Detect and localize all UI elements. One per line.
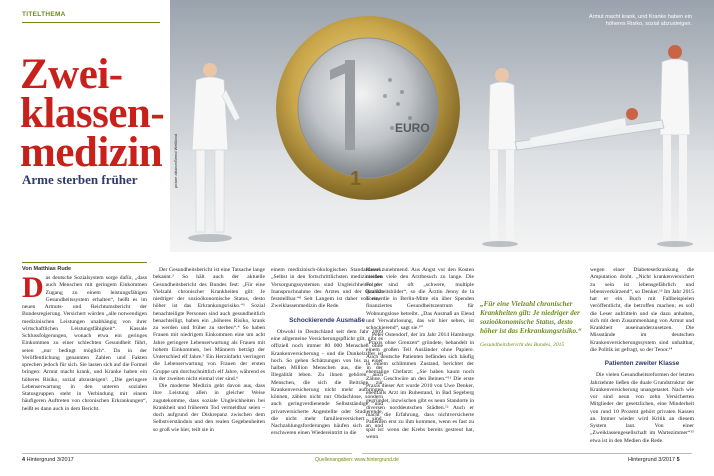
footer-right xyxy=(628,457,680,463)
column-2-paragraph-2: Die moderne Medizin geht davon aus, dass ihre Leistung allen in gleicher Weise zugutekomme, dass soziale Ungleichheiten bei Krankheit und früherem Tod vermeidbar seien – doch aufgrund der Diskrepanz zwischen dem Selbstverständnis und den realen Gegebenheiten so groß wie hier, teilt sie in xyxy=(153,383,265,433)
column-1-text: as deutsche Sozialsystem sorge dafür, „dass auch Menschen mit geringem Einkommen Zugang zu einem leistungsfähigen Gesundheitssystem erhalten“, heißt es im neuen Armuts- und Reichtumsbericht der Bundesregierung. Versichert würden „alle notwendigen medizinischen Leistungen unabhängig von ihrer wirtschaftlichen Leistungsfähigkeit“. Kassale Schlussfolgerungen, wonach etwa ein geringes Einkommen zu einer schlechten Gesundheit führt, seien „nur bedingt möglich“. Da in der Veröffentlichung genannten Zahlen und Fakten sprechen jedoch für sich. Sie lassen sich auf die Formel bringen: Armut macht krank, und Kranke haben ein höheres Risiko, sozial abzusteigen¹. „Die geringere Lebenserwartung in den unteren sozialen Statusgruppen steht in Verbindung mit einem häufigeren Auftreten von chronischen Erkrankungen“, heißt es dann auch in dem Bericht. xyxy=(22,275,147,412)
photo-credit: picture alliance/Bernd Weißbrod xyxy=(174,134,178,188)
footer-rule-left xyxy=(22,453,352,454)
column-4-paragraph-1: Kasse zunehmend. Aus Angst vor den Kosten meiden viele den Arztbesuch zu lange. Die Folge sind oft „schwere, multiple Krankheitsbilder“, so die Ärztin Jenny de la Torre, die in Berlin-Mitte ein über Spenden finanziertes Gesundheitszentrum für Wohnungslose betreibt. „Das Ausmaß an Elend und Verwahrlosung, das wir hier sehen, ist schockierend“, sagt sie.¹⁰ xyxy=(366,267,474,331)
headline-line-2: klassen- xyxy=(20,90,165,137)
pull-quote-source: Gesundheitsbericht des Bundes, 2015 xyxy=(480,342,565,348)
coin-euro-text: EURO xyxy=(395,121,430,135)
footer-rule-right xyxy=(362,453,692,454)
section-rubric: TITELTHEMA xyxy=(22,11,66,18)
footer-right-label: Hintergrund 3/2017 xyxy=(628,457,676,463)
photo-illustration xyxy=(170,0,714,252)
footer-left xyxy=(22,457,74,463)
hero-photo xyxy=(170,0,714,252)
footer-sources: Quellenangaben: www.hintergrund.de xyxy=(315,457,399,463)
page-number-right: 5 xyxy=(676,457,680,463)
column-6-paragraph-2: Die vielen Gesundheitsreformen der letzten Jahrzehnte ließen die duale Grundstruktur der Krankenversicherung unangetastet. Nach wie vor sind neun von zehn Versicherten Mitglieder der gesetzlichen, eine Minderheit von rund 10 Prozent gehört privaten Kassen an. Immer wieder wird Kritik an diesem System laut. Von einer „Zweiklassengesellschaft im Wartezimmer“¹⁵ etwa ist in den Medien die Rede. xyxy=(590,372,694,444)
column-4-paragraph-2: Peter Ostendorf, der im Jahr 2014 Hamburgs „Praxis ohne Grenzen“ gründete, behandelt in einem großen Teil Ausländer ohne Papiere. Auch deutsche Patienten befänden sich häufig in einem schlimmen Zustand, berichtet der ehemalige Chefarzt: „Sie haben kaum noch Zähne, Geschwüre an den Beinen.“¹¹ Die erste Praxis dieser Art wurde 2010 von Uwe Denker, ebenfalls Arzt im Ruhestand, in Bad Segeberg gegründet, inzwischen gibt es neun Standorte in diversen norddeutschen Städten.¹² Auch er macht die Erfahrung, dass nichtversicherte Patienten erst zu ihm kommen, wenn es fast zu spät ist: wenn der Krebs bereits gestreut hat, wenn xyxy=(366,332,474,440)
subhead-schockierende: Schockierende Ausmaße xyxy=(289,316,365,324)
headline-line-3: medizin xyxy=(20,129,163,176)
pull-quote xyxy=(480,300,582,349)
pull-quote-text: „Für eine Vielzahl chronischer Krankheiten gilt: Je niedriger der sozioökonomische Status, desto höher ist das Erkrankungsrisiko.“ xyxy=(480,300,582,335)
subline: Arme sterben früher xyxy=(22,172,138,187)
dropcap: D xyxy=(22,271,44,304)
page-number-left: 4 xyxy=(22,457,26,463)
column-6 xyxy=(590,267,694,445)
footer-left-label: Hintergrund 3/2017 xyxy=(26,457,74,463)
author-byline: Von Matthias Rude xyxy=(22,262,147,272)
subhead-patienten: Patienten zweiter Klasse xyxy=(604,360,680,367)
column-2-paragraph-1: Der Gesundheitsbericht ist eine Tatsache lange bekannt.² So hält auch der aktuelle Gesundheitsbericht des Bundes fest: „Für eine Vielzahl chronischer Krankheiten gilt: Je niedriger der sozioökonomische Status, desto höher ist das Erkrankungsrisiko.“³ Sozial benachteiligte Personen sind auch gesundheitlich benachteiligt, haben ein „höheres Risiko, krank zu werden und früher zu sterben“.⁴ So haben Frauen mit niedrigem Einkommen eine um acht Jahre geringere Lebenserwartung als Frauen mit hohem Einkommen, bei Männern beträgt der Unterschied elf Jahre.⁵ Ein Herzinfarkt verringert die Lebenserwartung von Frauen der ersten Gruppe um durchschnittlich elf Jahre, während es in der zweiten nicht einmal vier sind.⁶ xyxy=(153,267,265,382)
rubric-divider xyxy=(22,22,160,23)
column-4 xyxy=(366,267,474,441)
headline-line-1: Zwei- xyxy=(20,51,123,98)
euro-coin xyxy=(276,16,460,200)
column-3-paragraph-2: Obwohl in Deutschland seit dem Jahr 2009 eine allgemeine Versicherungspflicht gilt, gibt es offiziell noch immer 80 000 Menschen ohne Krankenversicherung – und die Dunkelziffer ist hoch. So gehen Schätzungen von bis zu einer halben Million Menschen aus, die in der Illegalität leben. Zu ihnen gehören auch Menschen, die sich die Beiträge zur Krankenversicherung nicht mehr aufbringen können, zählen nicht nur Obdachlose, sondern auch geringverdienende Selbstständige und privatversicherte Angestellte oder Studierende, die nicht mehr familienversichert sind. Nachzahlungsforderungen häufen sich an und erschweren einen Wiedereintritt in die xyxy=(271,328,383,437)
column-2 xyxy=(153,267,265,434)
column-3-paragraph-1: einem medizinisch-ökologischen Standardwerk: „Selbst in den fortschrittlichsten medizinischen Versorgungssystemen sind Ungleichheiten der Inanspruchnahme des Arztes und der Qualität feststellbar.“⁸ Seit Langem ist daher von einer Zweiklassenmedizin die Rede. xyxy=(271,267,383,310)
photo-caption: Armut macht krank, und Kranke haben ein höheres Risiko, sozial abzusteigen. xyxy=(588,14,692,27)
column-6-paragraph-1: wegen einer Diabeteserkrankung die Amputation droht. „Nicht krankenversichert zu sein ist lebensgefährlich und lebensverkürzend“, so Denker.¹³ Im Jahr 2015 hat er ein Buch mit Fallbeispielen veröffentlicht, die betroffen machen; es soll die Leser aufrütteln und sie dazu anhalten, sich mit dem Zusammenhang von Armut und Krankheit auseinanderzusetzen. Die Missstände im deutschen Krankenversicherungssystem sind unhaltbar, die Politik ist gefragt, so der Tenor.¹⁴ xyxy=(590,267,694,353)
column-1 xyxy=(22,271,147,413)
headline xyxy=(20,51,165,176)
coin-value-text: 1 xyxy=(350,168,362,190)
